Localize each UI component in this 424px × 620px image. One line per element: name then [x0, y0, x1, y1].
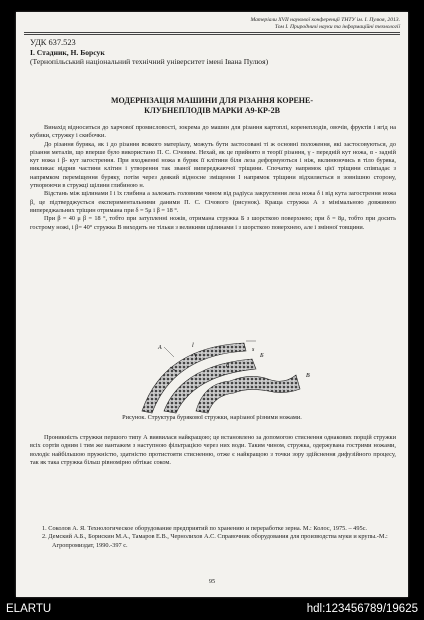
- paragraph: Винахід відноситься до харчової промисловості, зокрема до машин для різання картоплі, коренеплодів, овочів, фруктів і ягід на кубики, стружку і скибочки.: [30, 124, 396, 140]
- figure-label-a: А: [158, 345, 162, 351]
- reference-item: 1. Соколов А. Я. Технологическое оборудование предприятий по хранению и переработке зерна. М.: Колос, 1975. – 495с.: [42, 525, 367, 532]
- document-page: [16, 12, 408, 597]
- article-title: [36, 96, 388, 116]
- title-line-1: МОДЕРНІЗАЦІЯ МАШИНИ ДЛЯ РІЗАННЯ КОРЕНЕ-: [110, 96, 314, 105]
- references: [30, 525, 396, 550]
- header-line-2: Том І. Природничі науки та інформаційні технології: [274, 24, 400, 30]
- figure-beet-chips: [134, 337, 324, 415]
- figure-label-b: Б: [260, 353, 264, 359]
- chip-v-shape: [196, 375, 300, 413]
- authors: І. Стадник, Н. Борсук: [30, 47, 105, 57]
- title-line-2: КЛУБНЕПЛОДІВ МАРКИ А9-КР-2В: [144, 106, 280, 115]
- figure-label-v: В: [306, 373, 310, 379]
- body-text-bottom: [30, 434, 396, 467]
- header-rule-thin: [24, 34, 400, 35]
- running-header: [24, 17, 400, 31]
- udk-code: УДК 637.523: [30, 38, 76, 47]
- affiliation: (Тернопільський національний технічний університет імені Івана Пулюя): [30, 57, 269, 67]
- footer-repository: ELARTU: [6, 603, 52, 615]
- figure-caption: Рисунок. Структура бурякової стружки, нарізаної різними ножами.: [122, 414, 302, 421]
- article-meta: [30, 38, 268, 67]
- paragraph: До різання бурякa, як і до різання всякого матеріалу, можуть бути застосовані ті ж основні положення, які застосовуються, до різання металів, що вперше було використано П. С. Січовим. Нехай, як це прийнято в теорії різання, γ - передній кут ножа, α - задній кут ножа і β- кут загострення. При входженні ножа в буряк її клітини біля леза деформуються і ніж, вклинюючись в тіло буряка, викликає відрив частини клітин і утворення так званої випереджаючої тріщини. Спочатку напрямок цієї тріщини співпадає з напрямком переміщення буряку, потім через деякий відносне зміщення І напрямок тріщини відхиляється в зовнішню сторону, утворюючи в стружці щілини глибиною н.: [30, 140, 396, 190]
- header-line-1: Матеріали XVІІ наукової конференції ТНТУ ім. І. Пулюя, 2013.: [250, 17, 400, 23]
- body-text-top: [30, 124, 396, 232]
- paragraph: Відстань між щілинами І і їх глибина а залежать головним чином від радіуса закруглення леза ножа δ і від кута загострення ножа β, це підтверджується експериментальними даними П. С. Січового (рисунок). Краща стружка А з мінімальною довжиною випереджальних тріщин отримана при δ = 5μ і β = 18 °.: [30, 190, 396, 214]
- page-number: 95: [208, 578, 216, 585]
- paragraph: Проникність стружки першого типу А виявилася найкращою; це встановлено за допомогою стиснення однакових порцій стружки всіх сортів одним і тим же вантажем з наступною фільтрацією через них води. Таким чином, стружка, одержувана гострими ножами, володіє найбільшою пружністю, здатністю протистояти стисненню, отже є найкращою з точки зору здійснення дифузійного процесу, так як така стружка більш рівномірно обтікає соком.: [30, 434, 396, 466]
- paragraph: При β = 40 μ β = 18 °, тобто при затупленні ножів, отримана стружка Б з шорсткою поверхнею; при δ = 8μ, тобто при досить гострому ножі, і β= 40° стружка В виходить не тільки з великими щілинами і з шорсткою поверхнею, але і змінної товщини.: [30, 215, 396, 231]
- reference-item: 2. Демский А.Б., Борискин М.А., Тамаров Е.В., Чернолихов А.С. Справочник оборудования для производства муки и крупы.-М.: Агропромиздат, 1990.-397 с.: [42, 533, 388, 549]
- figure-label-h: h: [226, 363, 229, 369]
- footer-handle: hdl:123456789/19625: [306, 603, 418, 615]
- figure-label-s: s: [252, 347, 255, 353]
- header-rule: [24, 32, 400, 33]
- figure-label-l: l: [192, 343, 194, 349]
